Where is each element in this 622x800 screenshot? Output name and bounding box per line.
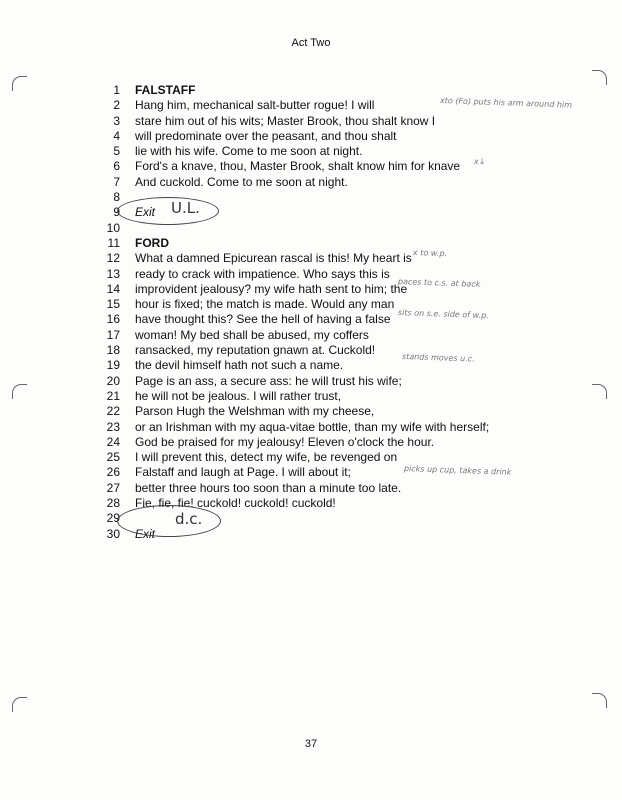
exit-oval-2 [117, 505, 221, 537]
annotation-line-30: d.c. [175, 510, 203, 528]
line-text: ransacked, my reputation gnawn at. Cuckold! [135, 343, 376, 358]
line-text: improvident jealousy? my wife hath sent to him; the [135, 281, 408, 296]
line-number: 17 [106, 327, 120, 342]
script-line [0, 159, 622, 174]
line-number: 8 [113, 190, 120, 205]
script-line [0, 205, 622, 220]
stage-direction: Exit [135, 526, 156, 541]
script-line [0, 129, 622, 144]
annotation-line-16: sits on s.e. side of w.p. [397, 308, 489, 321]
script-line [0, 144, 622, 159]
line-text: have thought this? See the hell of having a false [135, 312, 391, 327]
annotation-line-12: x to w.p. [412, 248, 448, 259]
annotation-line-27: picks up cup, takes a drink [403, 464, 512, 477]
line-number: 19 [106, 358, 120, 373]
line-number: 6 [113, 159, 120, 174]
line-number: 5 [113, 144, 120, 159]
line-number: 7 [113, 174, 120, 189]
script-line [0, 389, 622, 404]
line-text: I will prevent this, detect my wife, be revenged on [135, 450, 398, 465]
script-line [0, 450, 622, 465]
line-number: 23 [106, 419, 120, 434]
script-line [0, 481, 622, 496]
script-line [0, 328, 622, 343]
punch-mark-icon [12, 697, 27, 712]
script-line [0, 312, 622, 327]
line-number: 3 [113, 113, 120, 128]
script-line [0, 236, 622, 251]
line-text: Page is an ass, a secure ass: he will trust his wife; [135, 373, 402, 388]
line-text: Fie, fie, fie! cuckold! cuckold! cuckold! [135, 496, 336, 511]
script-line [0, 114, 622, 129]
line-text: Parson Hugh the Welshman with my cheese, [135, 404, 375, 419]
punch-mark-icon [592, 70, 607, 85]
line-text: And cuckold. Come to me soon at night. [135, 174, 348, 189]
punch-mark-icon [592, 693, 607, 708]
line-number: 16 [106, 312, 120, 327]
script-line [0, 374, 622, 389]
line-number: 12 [106, 251, 120, 266]
line-text: or an Irishman with my aqua-vitae bottle, than my wife with herself; [135, 419, 490, 434]
line-text: What a damned Epicurean rascal is this! My heart is [135, 251, 412, 266]
line-text: he will not be jealous. I will rather trust, [135, 388, 342, 403]
script-line [0, 527, 622, 542]
annotation-line-6: x↓ [473, 157, 486, 167]
script-line [0, 83, 622, 98]
line-number: 10 [106, 220, 120, 235]
script-line [0, 267, 622, 282]
line-number: 4 [113, 128, 120, 143]
line-number: 14 [106, 281, 120, 296]
line-number: 13 [106, 266, 120, 281]
script-line [0, 343, 622, 358]
line-text: stare him out of his wits; Master Brook, thou shalt know I [135, 113, 436, 128]
script-line [0, 251, 622, 266]
line-number: 24 [106, 434, 120, 449]
line-text: ready to crack with impatience. Who says this is [135, 266, 390, 281]
line-text: hour is fixed; the match is made. Would any man [135, 297, 395, 312]
line-number: 25 [106, 450, 120, 465]
script-lines [0, 83, 622, 542]
line-number: 18 [106, 343, 120, 358]
line-text: better three hours too soon than a minute too late. [135, 480, 402, 495]
script-line [0, 420, 622, 435]
line-number: 26 [106, 465, 120, 480]
script-line [0, 404, 622, 419]
page-header: Act Two [291, 37, 331, 49]
line-number: 29 [106, 511, 120, 526]
line-text: Ford's a knave, thou, Master Brook, shalt know him for knave [135, 159, 461, 174]
script-line [0, 465, 622, 480]
line-text: Falstaff and laugh at Page. I will about it; [135, 465, 351, 480]
annotation-line-14: paces to c.s. at back [397, 277, 481, 289]
line-text: the devil himself hath not such a name. [135, 358, 344, 373]
line-number: 11 [107, 235, 120, 250]
line-number: 1 [113, 83, 120, 97]
line-text: Hang him, mechanical salt-butter rogue! I will [135, 98, 375, 113]
page-number: 37 [304, 738, 318, 750]
exit-oval-1 [117, 197, 219, 225]
script-line [0, 190, 622, 205]
script-line [0, 221, 622, 236]
line-number: 22 [106, 404, 120, 419]
line-text: will predominate over the peasant, and thou shalt [135, 128, 397, 143]
line-number: 2 [113, 98, 120, 113]
stage-direction: Exit [135, 205, 156, 220]
script-line [0, 297, 622, 312]
annotation-line-2: xto (Fo) puts his arm around him [439, 96, 573, 110]
line-number: 27 [106, 480, 120, 495]
line-number: 30 [106, 526, 120, 541]
line-number: 20 [106, 373, 120, 388]
script-line [0, 511, 622, 526]
line-text: woman! My bed shall be abused, my coffers [135, 327, 369, 342]
script-line [0, 358, 622, 373]
character-name: FORD [135, 235, 169, 250]
character-name: FALSTAFF [135, 83, 196, 97]
line-number: 28 [106, 496, 120, 511]
line-number: 15 [106, 297, 120, 312]
script-line [0, 282, 622, 297]
line-text: God be praised for my jealousy! Eleven o'clock the hour. [135, 434, 435, 449]
script-line [0, 435, 622, 450]
script-line [0, 175, 622, 190]
script-line [0, 496, 622, 511]
annotation-line-9: U.L. [171, 199, 200, 217]
annotation-line-19: stands moves u.c. [401, 352, 475, 364]
punch-mark-icon [12, 76, 27, 91]
punch-mark-icon [592, 384, 607, 399]
line-number: 9 [113, 205, 120, 220]
line-text: lie with his wife. Come to me soon at night. [135, 144, 363, 159]
line-number: 21 [106, 388, 120, 403]
punch-mark-icon [12, 384, 27, 399]
